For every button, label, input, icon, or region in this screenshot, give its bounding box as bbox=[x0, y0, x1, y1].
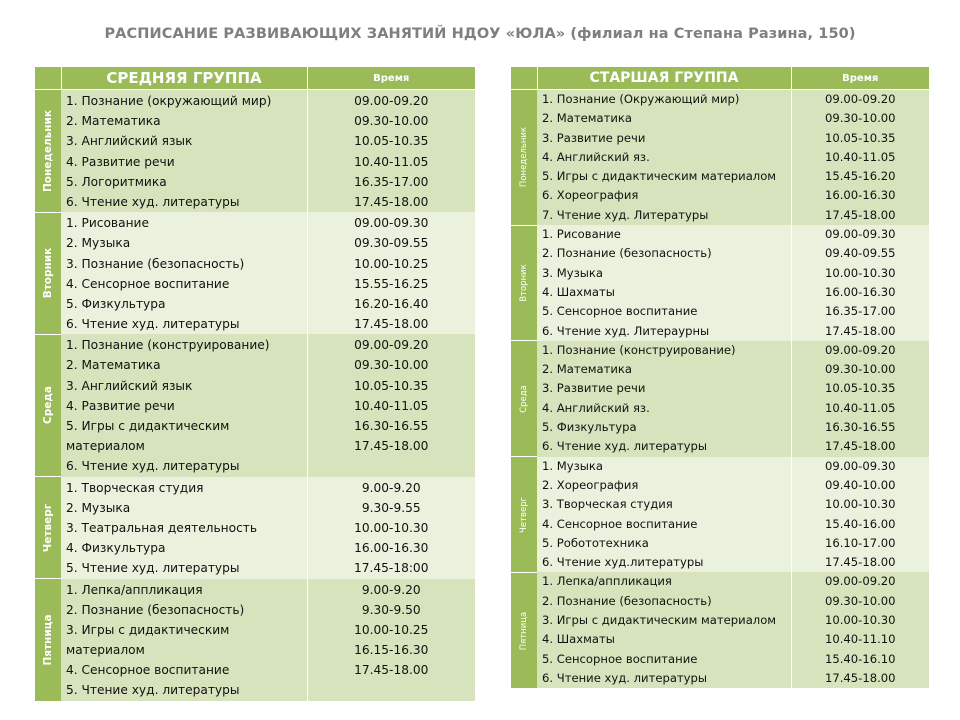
time-slot: 10.05-10.35 bbox=[824, 130, 896, 145]
activity-line: 6. Хореография bbox=[542, 188, 639, 203]
time-slot: 09.40-10.00 bbox=[824, 477, 896, 492]
time-slot: 17.45-18.00 bbox=[354, 194, 429, 209]
times-cell bbox=[791, 341, 929, 457]
activity-line: 5. Чтение худ. литературы bbox=[66, 561, 240, 576]
middle-group-schedule-table bbox=[35, 67, 475, 701]
activity-line: 5. Чтение худ. литературы bbox=[66, 683, 240, 698]
time-slot: 09.30-10.00 bbox=[824, 362, 896, 377]
time-slot: 09.00-09.30 bbox=[354, 216, 429, 231]
time-slot: 09.00-09.30 bbox=[824, 227, 896, 242]
time-slot: 10.40-11.10 bbox=[824, 632, 896, 647]
corner-cell bbox=[35, 67, 61, 90]
times-cell bbox=[307, 334, 475, 476]
time-slot: 09.30-10.00 bbox=[354, 358, 429, 373]
day-row bbox=[511, 341, 929, 457]
activity-line: 6. Чтение худ. Литераурны bbox=[542, 323, 710, 338]
day-cell bbox=[35, 579, 61, 701]
time-slot: 09.00-09.20 bbox=[824, 92, 896, 106]
day-label: Среда bbox=[519, 384, 529, 413]
time-slot: 09.00-09.20 bbox=[354, 338, 429, 353]
activities-cell bbox=[537, 341, 791, 457]
activity-line: 3. Английский язык bbox=[66, 134, 193, 149]
corner-cell bbox=[511, 67, 537, 90]
activity-line: 1. Познание (окружающий мир) bbox=[66, 94, 272, 108]
time-slot: 17.45-18.00 bbox=[354, 317, 429, 332]
time-slot: 09.30-10.00 bbox=[824, 111, 896, 126]
activity-line: 1. Познание (конструирование) bbox=[66, 338, 270, 353]
activity-line: 5. Сенсорное воспитание bbox=[542, 651, 698, 666]
time-slot: 9.30-9.50 bbox=[361, 602, 421, 617]
activity-line: материалом bbox=[66, 643, 145, 658]
senior-group-title: СТАРШАЯ ГРУППА bbox=[537, 67, 791, 90]
activity-line: 2. Познание (безопасность) bbox=[542, 593, 712, 608]
activity-line: 2. Музыка bbox=[66, 236, 131, 251]
time-slot: 16.00-16.30 bbox=[824, 188, 896, 203]
day-cell bbox=[511, 225, 537, 341]
times-cell bbox=[307, 579, 475, 701]
activity-line: 4. Шахматы bbox=[542, 284, 615, 299]
time-slot: 17.45-18.00 bbox=[354, 439, 429, 454]
time-slot: 17.45-18.00 bbox=[824, 439, 896, 454]
day-cell bbox=[35, 477, 61, 579]
time-slot: 15.40-16.00 bbox=[824, 516, 896, 531]
activity-line: 3. Театральная деятельность bbox=[66, 520, 258, 535]
day-row bbox=[35, 90, 475, 213]
day-label: Пятница bbox=[519, 611, 529, 650]
activities-cell bbox=[61, 90, 307, 213]
activities-cell bbox=[61, 477, 307, 579]
day-row bbox=[35, 334, 475, 476]
times-cell bbox=[307, 90, 475, 213]
day-row bbox=[35, 579, 475, 701]
time-slot: 10.00-10.25 bbox=[354, 256, 429, 271]
time-slot: 09.30-09.55 bbox=[354, 236, 429, 251]
activity-line: 2. Математика bbox=[542, 362, 632, 377]
activities-cell bbox=[61, 212, 307, 334]
activity-line: 7. Чтение худ. Литературы bbox=[542, 207, 709, 222]
time-slot: 10.05-10.35 bbox=[824, 381, 896, 396]
day-row bbox=[511, 572, 929, 688]
activity-line: 2. Математика bbox=[66, 114, 161, 129]
time-slot: 15.45-16.20 bbox=[824, 169, 896, 184]
time-slot: 15.55-16.25 bbox=[354, 276, 429, 291]
activity-line: 5. Логоритмика bbox=[66, 174, 167, 189]
activity-line: 2. Познание (безопасность) bbox=[66, 602, 245, 617]
day-label: Четверг bbox=[519, 496, 529, 533]
day-row bbox=[511, 90, 929, 226]
time-slot: 9.00-9.20 bbox=[361, 480, 421, 495]
day-label: Четверг bbox=[42, 503, 54, 552]
activity-line: 4. Шахматы bbox=[542, 632, 615, 647]
activity-line: 4. Сенсорное воспитание bbox=[542, 516, 698, 531]
activities-cell bbox=[537, 572, 791, 688]
activity-line: 1. Рисование bbox=[542, 227, 621, 242]
time-slot: 09.00-09.20 bbox=[824, 342, 896, 357]
time-slot: 16.15-16.30 bbox=[354, 643, 429, 658]
activities-cell bbox=[61, 579, 307, 701]
activity-line: 6. Чтение худ. литературы bbox=[542, 670, 708, 685]
activity-line: 3. Творческая студия bbox=[542, 497, 673, 512]
time-slot: 17.45-18:00 bbox=[354, 561, 429, 576]
time-slot: 16.20-16.40 bbox=[354, 296, 429, 311]
activity-line: 2. Математика bbox=[542, 111, 632, 126]
time-slot: 10.40-11.05 bbox=[824, 149, 896, 164]
day-label: Вторник bbox=[42, 247, 54, 299]
activity-line: 1. Познание (конструирование) bbox=[542, 342, 736, 357]
activity-line: 5. Игры с дидактическим материалом bbox=[542, 169, 777, 184]
activity-line: 3. Игры с дидактическим материалом bbox=[542, 613, 777, 628]
activities-cell bbox=[537, 457, 791, 573]
time-slot: 16.30-16.55 bbox=[354, 419, 429, 433]
time-slot: 17.45-18.00 bbox=[824, 207, 896, 222]
activity-line: 3. Музыка bbox=[542, 265, 604, 280]
time-slot: 15.40-16.10 bbox=[824, 651, 896, 666]
activity-line: 4. Сенсорное воспитание bbox=[66, 663, 230, 678]
day-row bbox=[35, 477, 475, 579]
time-slot: 09.00-09.20 bbox=[824, 574, 896, 589]
time-slot: 16.10-17.00 bbox=[824, 535, 896, 550]
day-cell bbox=[35, 334, 61, 476]
day-label: Понедельник bbox=[519, 127, 529, 188]
time-slot: 09.30-10.00 bbox=[354, 114, 429, 129]
activity-line: 1. Познание (Окружающий мир) bbox=[542, 92, 740, 106]
activity-line: 5. Игры с дидактическим bbox=[66, 419, 230, 433]
activity-line: 4. Сенсорное воспитание bbox=[66, 276, 230, 291]
time-slot: 16.00-16.30 bbox=[824, 284, 896, 299]
time-slot: 10.05-10.35 bbox=[354, 134, 429, 149]
time-slot: 09.30-10.00 bbox=[824, 593, 896, 608]
time-slot: 09.40-09.55 bbox=[824, 246, 896, 261]
activity-line: 5. Робототехника bbox=[542, 535, 649, 550]
activities-cell bbox=[537, 90, 791, 226]
time-slot: 10.40-11.05 bbox=[354, 398, 429, 413]
time-slot: 10.40-11.05 bbox=[354, 154, 429, 169]
activity-line: 5. Сенсорное воспитание bbox=[542, 304, 698, 319]
activity-line: 3. Развитие речи bbox=[542, 130, 646, 145]
senior-group-header-row bbox=[511, 67, 929, 90]
activity-line: 6. Чтение худ. литературы bbox=[66, 317, 240, 332]
activity-line: 6. Чтение худ. литературы bbox=[66, 459, 240, 474]
day-row bbox=[511, 225, 929, 341]
activity-line: 3. Английский язык bbox=[66, 378, 193, 393]
activity-line: 4. Английский яз. bbox=[542, 149, 650, 164]
activity-line: 6. Чтение худ. литературы bbox=[542, 439, 708, 454]
activity-line: материалом bbox=[66, 439, 145, 454]
activities-cell bbox=[61, 334, 307, 476]
times-cell bbox=[307, 477, 475, 579]
activity-line: 4. Развитие речи bbox=[66, 398, 175, 413]
page-title: РАСПИСАНИЕ РАЗВИВАЮЩИХ ЗАНЯТИЙ НДОУ «ЮЛА» (филиал на Степана Разина, 150) bbox=[104, 26, 856, 42]
time-slot: 10.05-10.35 bbox=[354, 378, 429, 393]
day-cell bbox=[35, 90, 61, 213]
time-slot: 16.00-16.30 bbox=[354, 541, 429, 556]
time-slot: 9.00-9.20 bbox=[361, 582, 421, 597]
day-label: Пятница bbox=[42, 614, 54, 666]
day-cell bbox=[511, 457, 537, 573]
day-cell bbox=[511, 341, 537, 457]
activity-line: 4. Физкультура bbox=[66, 541, 166, 556]
time-slot: 17.45-18.00 bbox=[354, 663, 429, 678]
activity-line: 3. Развитие речи bbox=[542, 381, 646, 396]
activity-line: 4. Английский яз. bbox=[542, 400, 650, 415]
times-cell bbox=[791, 90, 929, 226]
middle-group-title: СРЕДНЯЯ ГРУППА bbox=[61, 67, 307, 90]
time-slot: 09.00-09.30 bbox=[824, 458, 896, 473]
middle-group-header-row bbox=[35, 67, 475, 90]
time-slot: 10.00-10.30 bbox=[824, 497, 896, 512]
activity-line: 1. Лепка/аппликация bbox=[542, 574, 672, 589]
activity-line: 2. Математика bbox=[66, 358, 161, 373]
activity-line: 4. Развитие речи bbox=[66, 154, 175, 169]
activity-line: 2. Познание (безопасность) bbox=[542, 246, 712, 261]
time-slot: 10.00-10.30 bbox=[824, 265, 896, 280]
activity-line: 3. Познание (безопасность) bbox=[66, 256, 245, 271]
times-cell bbox=[307, 212, 475, 334]
day-row bbox=[35, 212, 475, 334]
activity-line: 6. Чтение худ. литературы bbox=[66, 194, 240, 209]
time-slot: 16.30-16.55 bbox=[824, 420, 896, 435]
day-row bbox=[511, 457, 929, 573]
time-slot: 9.30-9.55 bbox=[361, 500, 421, 515]
activities-cell bbox=[537, 225, 791, 341]
time-slot: 10.40-11.05 bbox=[824, 400, 896, 415]
activity-line: 5. Физкультура bbox=[66, 296, 166, 311]
day-label: Среда bbox=[42, 386, 54, 425]
activity-line: 1. Рисование bbox=[66, 216, 149, 231]
activity-line: 6. Чтение худ.литературы bbox=[542, 555, 704, 570]
day-cell bbox=[35, 212, 61, 334]
activity-line: 1. Лепка/аппликация bbox=[66, 582, 203, 597]
activity-line: 2. Хореография bbox=[542, 477, 639, 492]
day-cell bbox=[511, 572, 537, 688]
time-slot: 09.00-09.20 bbox=[354, 94, 429, 108]
activity-line: 3. Игры с дидактическим bbox=[66, 622, 230, 637]
time-slot: 17.45-18.00 bbox=[824, 555, 896, 570]
times-cell bbox=[791, 225, 929, 341]
time-slot: 17.45-18.00 bbox=[824, 323, 896, 338]
time-slot: 10.00-10.25 bbox=[354, 622, 429, 637]
time-slot: 16.35-17.00 bbox=[354, 174, 429, 189]
day-cell bbox=[511, 90, 537, 226]
activity-line: 1. Творческая студия bbox=[66, 480, 204, 495]
times-cell bbox=[791, 572, 929, 688]
time-slot: 16.35-17.00 bbox=[824, 304, 896, 319]
middle-group-time-header: Время bbox=[307, 67, 475, 90]
day-label: Вторник bbox=[519, 264, 529, 302]
day-label: Понедельник bbox=[42, 109, 54, 192]
activity-line: 1. Музыка bbox=[542, 458, 604, 473]
times-cell bbox=[791, 457, 929, 573]
activity-line: 5. Физкультура bbox=[542, 420, 637, 435]
activity-line: 2. Музыка bbox=[66, 500, 131, 515]
time-slot: 10.00-10.30 bbox=[824, 613, 896, 628]
senior-group-schedule-table bbox=[511, 67, 929, 688]
time-slot: 17.45-18.00 bbox=[824, 670, 896, 685]
time-slot: 10.00-10.30 bbox=[354, 520, 429, 535]
senior-group-time-header: Время bbox=[791, 67, 929, 90]
